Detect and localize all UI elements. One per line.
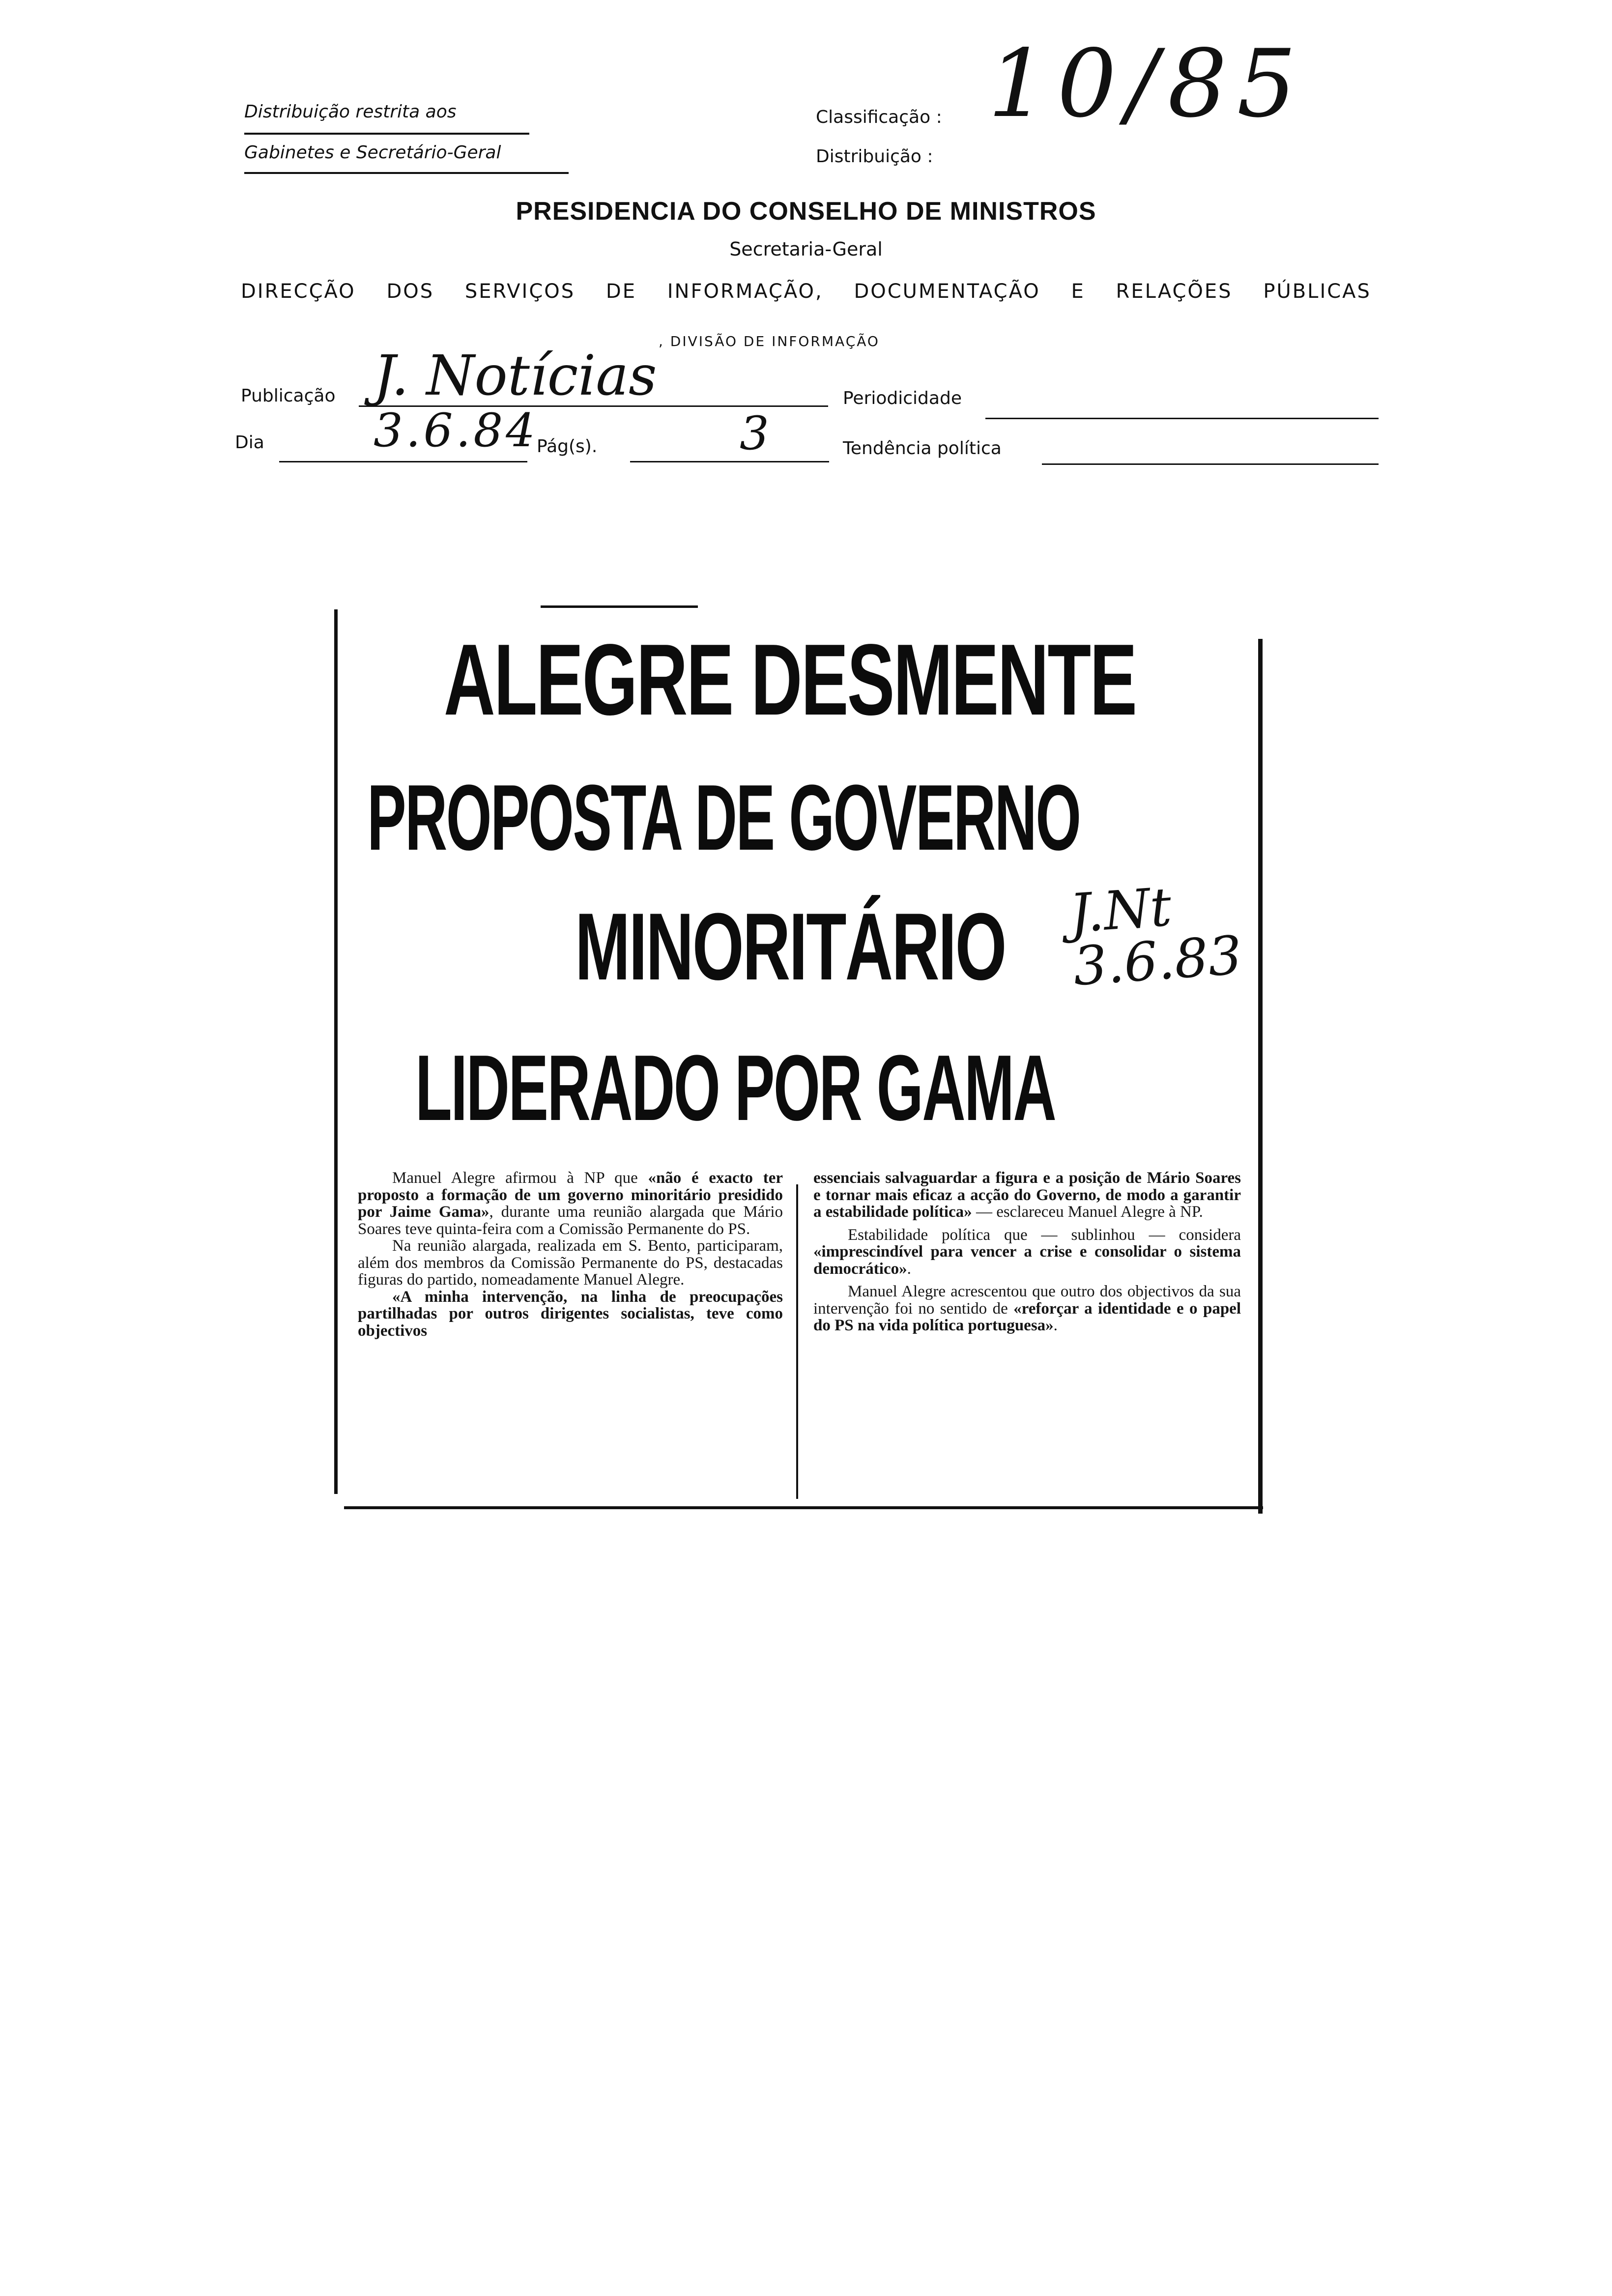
directorate-word: DOS — [386, 280, 434, 303]
text-run: . — [1053, 1317, 1058, 1334]
text-run-bold: «reforçar a identidade e o papel do PS na vida política portuguesa» — [813, 1299, 1241, 1334]
text-run: , durante uma reunião alargada que Mário Soares teve quinta-feira com a Comissão Permanente do PS. — [358, 1203, 783, 1238]
pags-line — [630, 461, 829, 462]
institution-title: PRESIDENCIA DO CONSELHO DE MINISTROS — [516, 197, 1096, 226]
periodicidade-label: Periodicidade — [843, 388, 962, 408]
publicacao-label: Publicação — [241, 386, 336, 406]
directorate-word: DE — [605, 280, 636, 303]
article-paragraph — [813, 1170, 1241, 1221]
column-divider — [796, 1184, 798, 1499]
tendencia-label: Tendência política — [843, 438, 1002, 459]
article-paragraph: «A minha intervenção, na linha de preocupações partilhadas por outros dirigentes socialistas, teve como objectivos — [358, 1288, 783, 1340]
pags-label: Pág(s). — [537, 436, 598, 457]
directorate-line — [241, 280, 1371, 303]
directorate-word: PÚBLICAS — [1263, 280, 1371, 303]
divider — [244, 172, 569, 174]
article-paragraph — [813, 1283, 1241, 1334]
article-column-2 — [813, 1170, 1241, 1334]
text-run: — esclareceu Manuel Alegre à NP. — [972, 1203, 1203, 1221]
handwritten-reference: 10/85 — [988, 29, 1306, 138]
directorate-word: SERVIÇOS — [464, 280, 576, 303]
pags-handwritten: 3 — [740, 407, 769, 460]
article-paragraph — [358, 1170, 783, 1237]
clipping-right-border — [1258, 639, 1263, 1514]
classificacao-label: Classificação : — [816, 107, 942, 127]
dia-handwritten: 3.6.84 — [374, 404, 538, 458]
distribution-line-2: Gabinetes e Secretário-Geral — [244, 143, 501, 163]
distribuicao-label: Distribuição : — [816, 146, 933, 167]
secretariat-subtitle: Secretaria-Geral — [729, 238, 883, 260]
directorate-word: INFORMAÇÃO, — [667, 280, 823, 303]
text-run-bold: «imprescindível para vencer a crise e consolidar o sistema democrático» — [813, 1243, 1241, 1278]
clipping-left-border — [334, 609, 338, 1494]
text-run: Manuel Alegre acrescentou que outro dos objectivos da sua intervenção foi no sentido de — [813, 1283, 1241, 1318]
periodicidade-line — [985, 418, 1379, 419]
directorate-word: DOCUMENTAÇÃO — [854, 280, 1040, 303]
tendencia-line — [1042, 463, 1379, 465]
distribution-line-1: Distribuição restrita aos — [244, 102, 457, 122]
clipping-top-mark — [541, 605, 698, 608]
text-run-bold: essenciais salvaguardar a figura e a posição de Mário Soares e tornar mais eficaz a acção do Governo, de modo a garantir a estabilidade política» — [813, 1169, 1241, 1221]
publicacao-handwritten: J. Notícias — [374, 344, 657, 408]
headline-line-3: MINORITÁRIO — [575, 893, 1006, 1000]
headline-line-4: LIDERADO POR GAMA — [415, 1036, 1056, 1140]
text-run: . — [907, 1260, 911, 1278]
headline-line-2: PROPOSTA DE GOVERNO — [367, 766, 1080, 870]
text-run-bold: «não é exacto ter proposto a formação de um governo minoritário presidido por Jaime Gama» — [358, 1169, 783, 1221]
directorate-word: RELAÇÕES — [1116, 280, 1233, 303]
directorate-word: DIRECÇÃO — [241, 280, 356, 303]
article-paragraph: Na reunião alargada, realizada em S. Bento, participaram, além dos membros da Comissão Permanente do PS, destacadas figuras do partido, nomeadamente Manuel Alegre. — [358, 1237, 783, 1289]
dia-line — [279, 461, 527, 462]
divider — [244, 133, 529, 135]
text-run: Estabilidade política que — sublinhou — considera — [848, 1226, 1241, 1244]
article-paragraph — [813, 1227, 1241, 1278]
text-run: Manuel Alegre afirmou à NP que — [392, 1169, 648, 1187]
margin-handwritten-note: J.Nt 3.6.83 — [1067, 876, 1244, 998]
division-label: , DIVISÃO DE INFORMAÇÃO — [659, 333, 880, 349]
dia-label: Dia — [235, 432, 264, 453]
clipping-bottom-border — [344, 1506, 1263, 1509]
headline-line-1: ALEGRE DESMENTE — [444, 623, 1136, 736]
directorate-word: E — [1071, 280, 1085, 303]
article-column-1 — [358, 1170, 783, 1339]
